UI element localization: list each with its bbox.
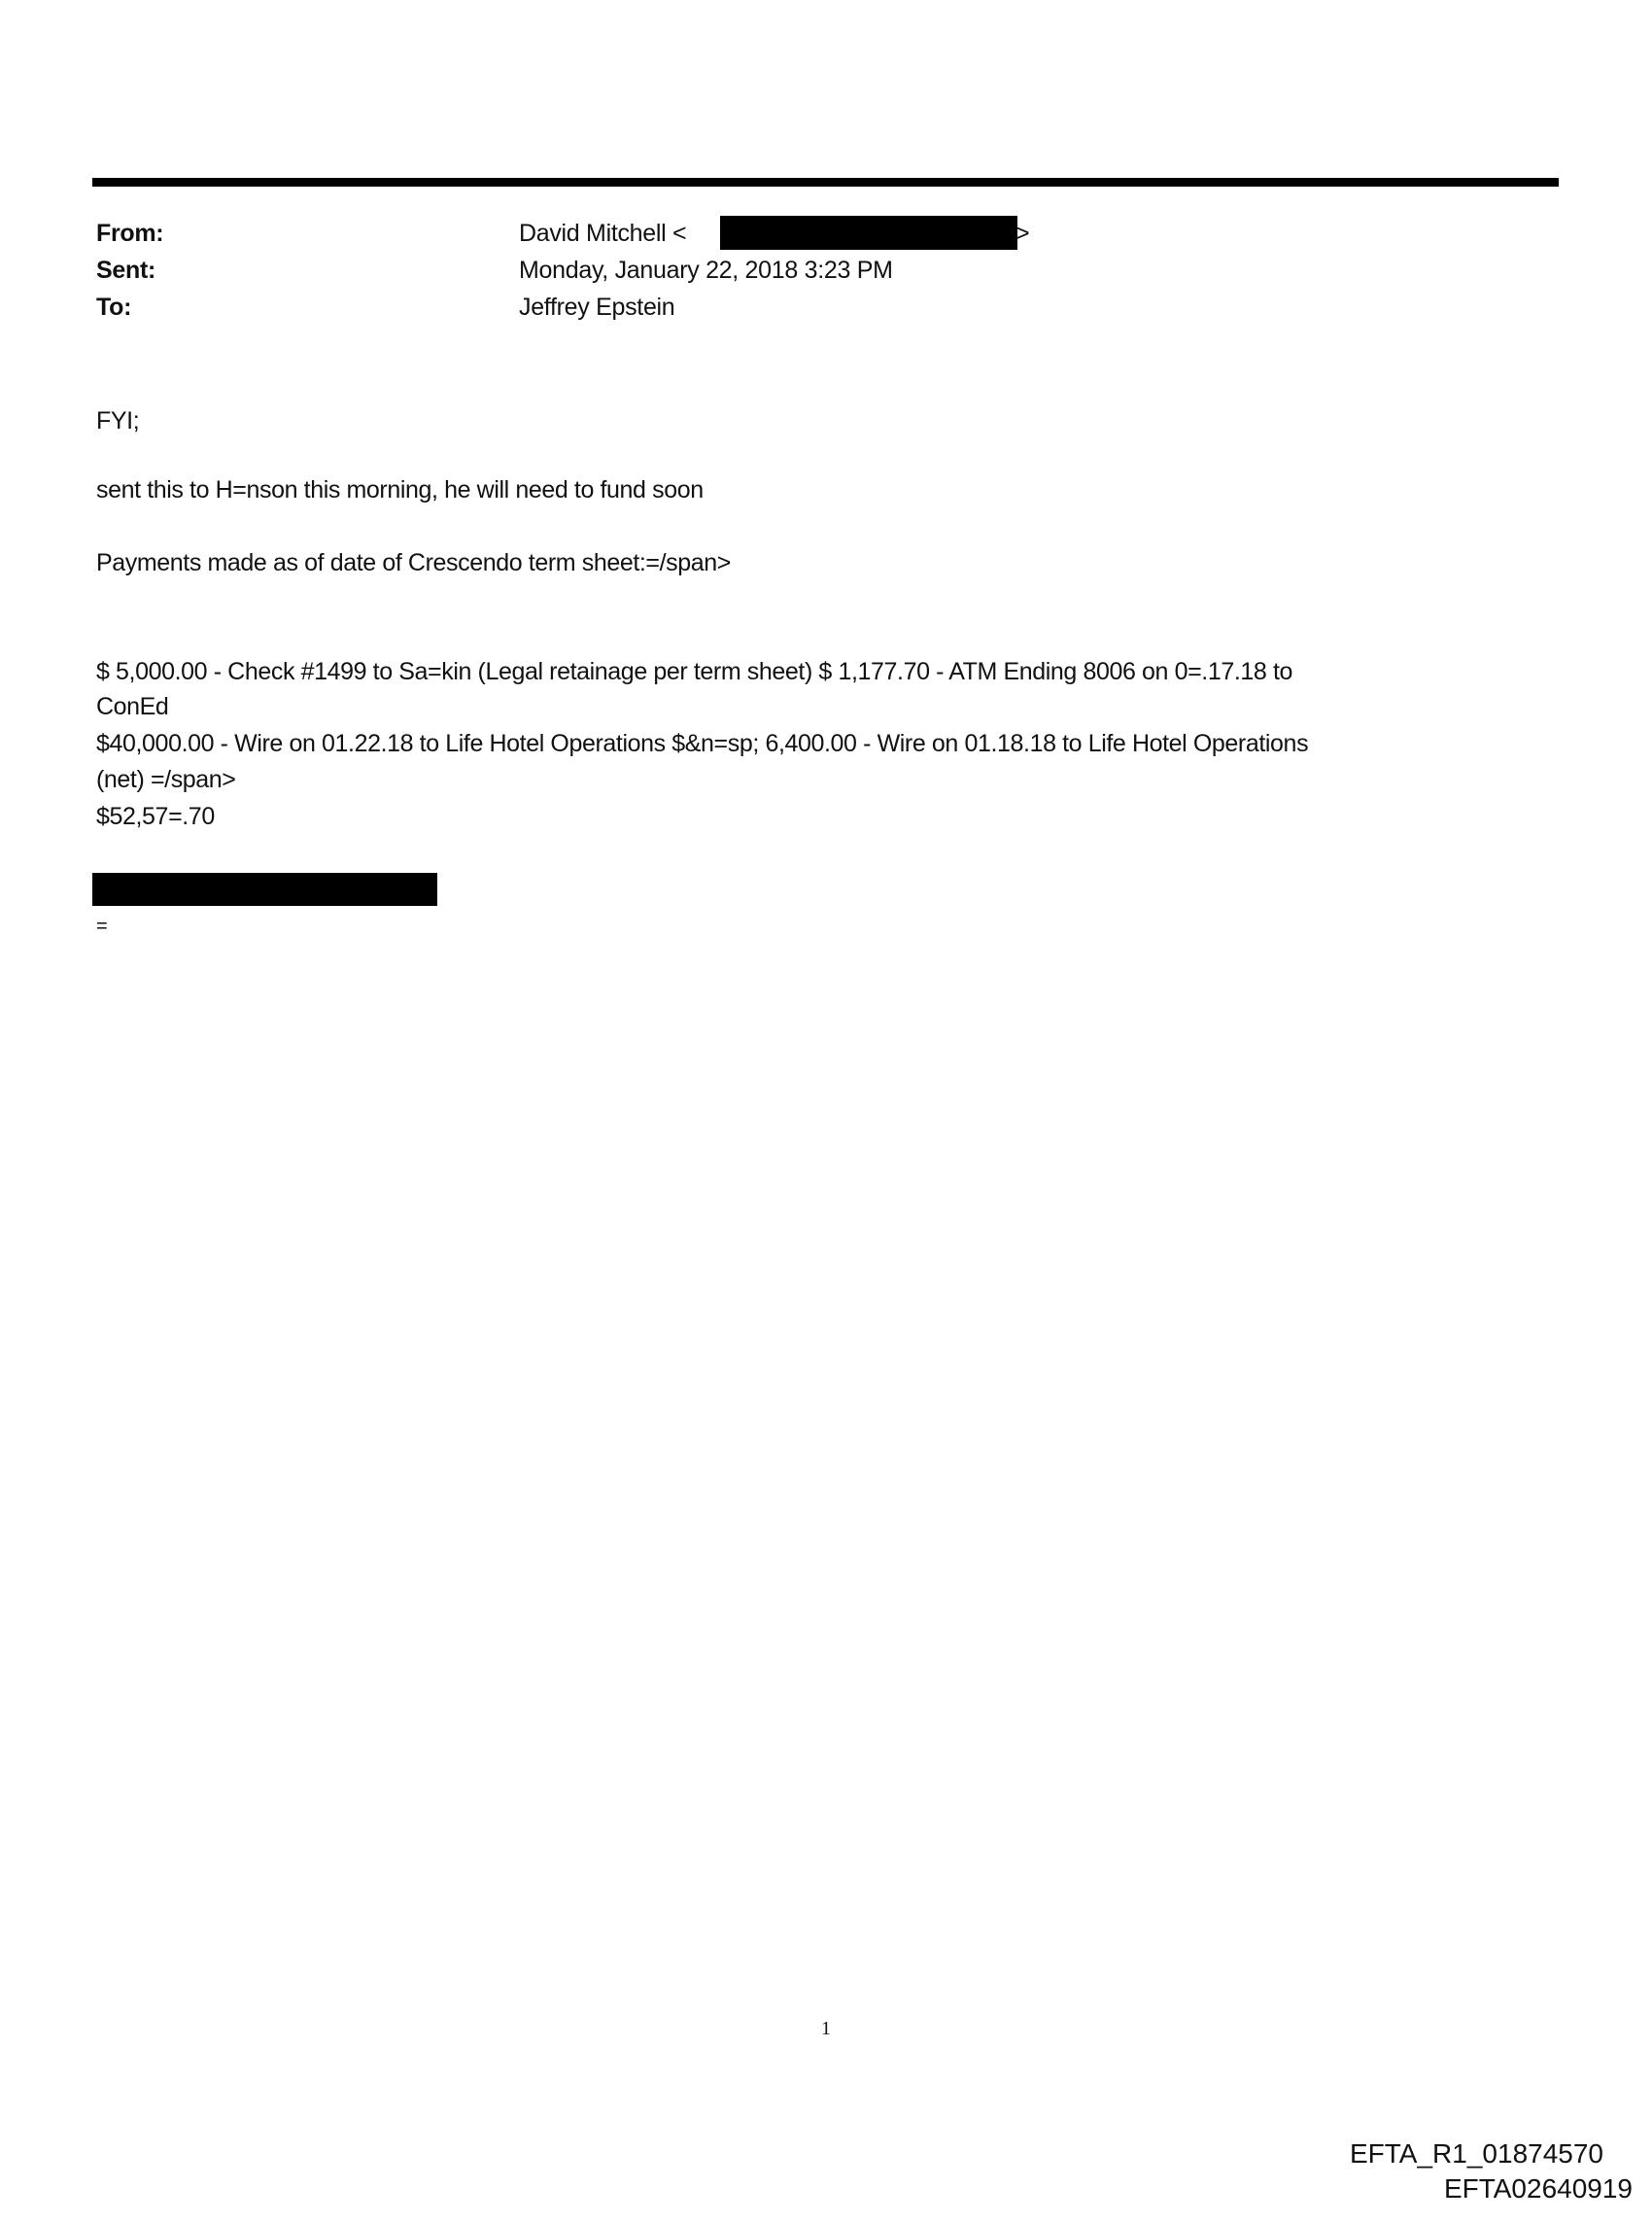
from-label: From:: [96, 220, 164, 247]
from-end: >: [1015, 220, 1030, 247]
body-line: (net) =/span>: [96, 766, 236, 793]
body-line: $40,000.00 - Wire on 01.22.18 to Life Hotel Operations $&n=sp; 6,400.00 - Wire on 01.18.18 to Life Hotel Operations: [96, 730, 1309, 757]
sent-value: Monday, January 22, 2018 3:23 PM: [519, 257, 893, 284]
sent-label: Sent:: [96, 257, 156, 284]
bates-number-1: EFTA_R1_01874570: [1350, 2138, 1603, 2169]
to-label: To:: [96, 294, 132, 321]
page-number: 1: [821, 2018, 831, 2039]
body-line: FYI;: [96, 407, 140, 434]
header-rule: [92, 178, 1559, 187]
body-line: $ 5,000.00 - Check #1499 to Sa=kin (Legal retainage per term sheet) $ 1,177.70 - ATM Ending 8006 on 0=.17.18 to: [96, 658, 1292, 685]
from-value: David Mitchell <: [519, 220, 687, 247]
body-line: sent this to H=nson this morning, he will need to fund soon: [96, 476, 704, 503]
body-line: $52,57=.70: [96, 803, 215, 830]
body-line: =: [96, 916, 108, 937]
redaction-email: [720, 216, 1017, 250]
bates-number-2: EFTA02640919: [1443, 2173, 1633, 2204]
body-line: Payments made as of date of Crescendo term sheet:=/span>: [96, 549, 731, 576]
redaction-signature: [92, 873, 437, 906]
to-value: Jeffrey Epstein: [519, 294, 675, 321]
body-line: ConEd: [96, 693, 169, 720]
